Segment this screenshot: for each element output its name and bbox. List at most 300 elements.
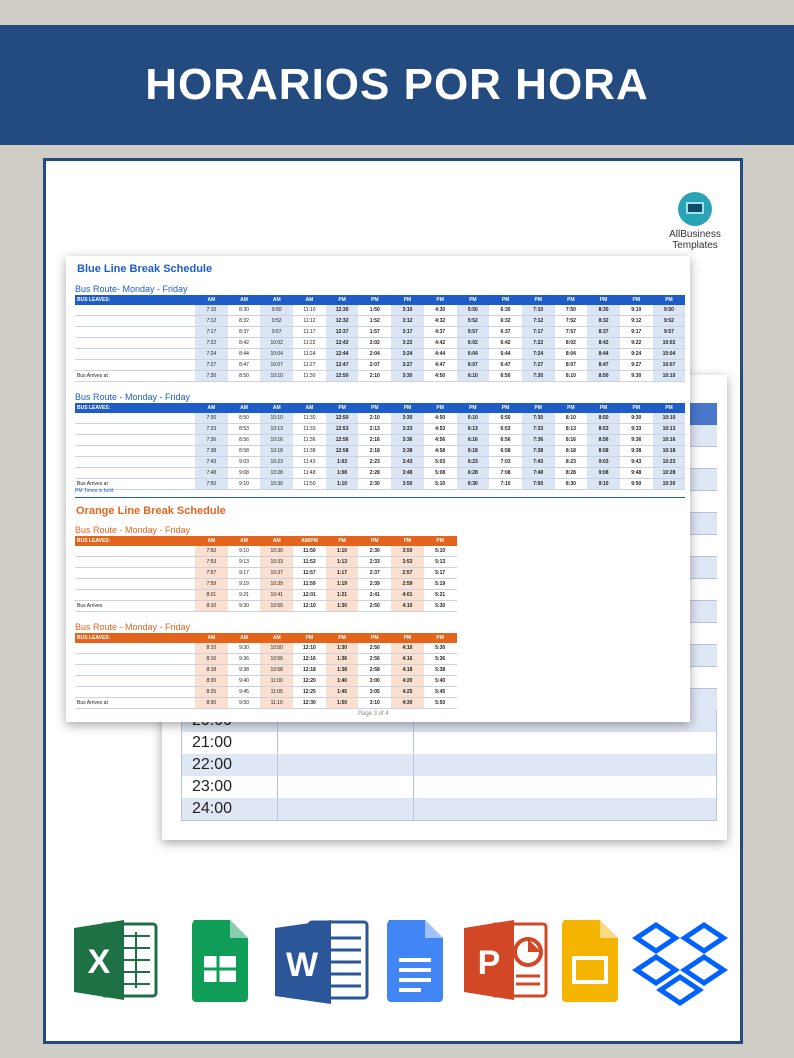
- time-cell: 4:18: [391, 665, 424, 676]
- pm-times-note: PM Times in bold: [75, 488, 114, 494]
- header-cell: PM: [358, 536, 391, 546]
- time-cell: 4:25: [391, 687, 424, 698]
- table-header-row: [75, 536, 457, 546]
- time-cell: 10:10: [653, 413, 686, 424]
- time-cell: 8:20: [195, 676, 228, 687]
- time-cell: 12:10: [293, 643, 326, 654]
- time-cell: 11:36: [293, 435, 326, 446]
- time-cell: 8:53: [228, 424, 261, 435]
- orange-route-subtitle-1: Bus Route - Monday - Friday: [75, 525, 191, 535]
- time-cell: 12:53: [326, 424, 359, 435]
- header-cell: PM: [391, 295, 424, 305]
- time-cell: 7:36: [195, 435, 228, 446]
- header-label: BUS LEAVES:: [75, 295, 195, 305]
- time-cell: 11:38: [293, 446, 326, 457]
- time-cell: 10:13: [260, 424, 293, 435]
- google-sheets-icon[interactable]: [190, 918, 250, 1002]
- time-cell: 2:16: [358, 435, 391, 446]
- time-cell: 10:30: [260, 546, 293, 557]
- time-cell: 3:30: [391, 413, 424, 424]
- dropbox-icon[interactable]: [632, 918, 728, 1006]
- time-cell: 3:22: [391, 338, 424, 349]
- time-cell: 10:30: [653, 479, 686, 490]
- time-cell: 8:23: [555, 457, 588, 468]
- time-cell: 9:50: [653, 305, 686, 316]
- time-cell: 1:10: [326, 479, 359, 490]
- time-cell: 10:02: [653, 338, 686, 349]
- time-cell: 8:37: [587, 327, 620, 338]
- time-cell: 6:32: [489, 316, 522, 327]
- time-cell: 6:04: [457, 349, 490, 360]
- time-cell: 7:33: [522, 424, 555, 435]
- time-cell: 7:24: [195, 349, 228, 360]
- time-cell[interactable]: [278, 798, 414, 820]
- table-header-row: [75, 633, 457, 643]
- header-cell: AM: [228, 403, 261, 413]
- time-cell: 12:56: [326, 435, 359, 446]
- time-cell: 10:13: [653, 424, 686, 435]
- time-cell: 8:28: [555, 468, 588, 479]
- time-cell: 11:27: [293, 360, 326, 371]
- google-slides-icon[interactable]: [560, 918, 620, 1002]
- time-cell: 11:59: [293, 579, 326, 590]
- time-cell: 9:21: [228, 590, 261, 601]
- time-cell: 6:56: [489, 435, 522, 446]
- header-cell: PM: [653, 403, 686, 413]
- time-cell: 7:12: [522, 316, 555, 327]
- time-cell: 7:38: [522, 446, 555, 457]
- row-label: [75, 305, 195, 316]
- time-cell: 7:38: [195, 446, 228, 457]
- excel-icon[interactable]: [72, 918, 158, 1002]
- time-cell: 11:53: [293, 557, 326, 568]
- time-row: [181, 754, 717, 777]
- time-cell: 8:25: [195, 687, 228, 698]
- table-header-row: [75, 295, 685, 305]
- time-cell: 9:36: [620, 435, 653, 446]
- header-cell: AM: [228, 633, 261, 643]
- time-cell: 1:45: [326, 687, 359, 698]
- time-cell: 10:04: [260, 349, 293, 360]
- time-cell: 11:17: [293, 327, 326, 338]
- header-cell: PM: [587, 295, 620, 305]
- time-cell: 4:53: [424, 424, 457, 435]
- time-cell: 6:16: [457, 435, 490, 446]
- time-cell[interactable]: [278, 776, 414, 798]
- time-cell: 4:20: [391, 676, 424, 687]
- time-cell: 8:56: [228, 435, 261, 446]
- time-cell: 7:10: [522, 305, 555, 316]
- time-cell: 1:10: [326, 546, 359, 557]
- time-cell: 7:50: [195, 546, 228, 557]
- time-cell: 8:04: [555, 349, 588, 360]
- time-cell: 8:16: [195, 654, 228, 665]
- time-cell: 12:50: [326, 371, 359, 382]
- time-cell: 9:10: [228, 546, 261, 557]
- time-cell: 11:43: [293, 457, 326, 468]
- time-cell: 9:30: [620, 413, 653, 424]
- time-cell: 11:57: [293, 568, 326, 579]
- time-cell: 7:43: [195, 457, 228, 468]
- row-label: [75, 360, 195, 371]
- blue-schedule-table-2: [75, 403, 685, 490]
- time-cell: 9:24: [620, 349, 653, 360]
- time-cell: 6:42: [489, 338, 522, 349]
- time-cell: 7:27: [522, 360, 555, 371]
- time-cell: 9:30: [620, 371, 653, 382]
- time-cell: 10:10: [653, 371, 686, 382]
- time-cell: 7:33: [195, 424, 228, 435]
- time-cell: 7:53: [195, 557, 228, 568]
- time-cell: 2:28: [358, 468, 391, 479]
- time-cell: 3:27: [391, 360, 424, 371]
- time-cell: 1:38: [326, 665, 359, 676]
- time-cell: 11:10: [293, 305, 326, 316]
- time-cell: 3:43: [391, 457, 424, 468]
- time-cell: 7:17: [522, 327, 555, 338]
- blue-route-subtitle-1: Bus Route- Monday - Friday: [75, 284, 188, 294]
- time-cell: 4:50: [424, 371, 457, 382]
- table-row: [75, 665, 457, 676]
- time-cell: 6:10: [457, 371, 490, 382]
- header-cell: PM: [391, 403, 424, 413]
- time-cell: 9:38: [620, 446, 653, 457]
- time-cell: 8:07: [555, 360, 588, 371]
- time-cell: 9:33: [620, 424, 653, 435]
- header-label: BUS LEAVES:: [75, 633, 195, 643]
- time-cell: 3:50: [391, 479, 424, 490]
- time-cell: 5:10: [424, 546, 457, 557]
- time-row: [181, 732, 717, 755]
- table-row: [75, 479, 685, 490]
- header-cell: PM: [358, 295, 391, 305]
- table-row: [75, 590, 457, 601]
- time-cell: 10:33: [260, 557, 293, 568]
- time-cell: 7:59: [195, 579, 228, 590]
- time-cell: 7:48: [522, 468, 555, 479]
- time-cell: 8:16: [555, 435, 588, 446]
- header-cell: AM: [260, 295, 293, 305]
- time-cell: 7:17: [195, 327, 228, 338]
- time-cell: 7:57: [195, 568, 228, 579]
- time-cell: 9:10: [228, 479, 261, 490]
- table-row: [75, 371, 685, 382]
- row-label: [75, 590, 195, 601]
- time-cell: 4:37: [424, 327, 457, 338]
- time-cell: 10:04: [653, 349, 686, 360]
- time-cell: 7:30: [522, 413, 555, 424]
- time-cell: 6:50: [489, 413, 522, 424]
- time-cell: 8:32: [587, 316, 620, 327]
- time-cell: 7:57: [555, 327, 588, 338]
- powerpoint-icon[interactable]: [462, 918, 548, 1002]
- time-cell: 6:30: [457, 479, 490, 490]
- time-cell: 11:22: [293, 338, 326, 349]
- row-label: [75, 316, 195, 327]
- time-cell: 9:50: [620, 479, 653, 490]
- time-cell: 9:52: [653, 316, 686, 327]
- time-cell: 8:30: [587, 305, 620, 316]
- time-cell[interactable]: [414, 798, 717, 820]
- time-cell: 8:37: [228, 327, 261, 338]
- table-row: [75, 676, 457, 687]
- time-cell[interactable]: [278, 732, 414, 754]
- time-cell: 6:47: [489, 360, 522, 371]
- time-cell: 9:30: [228, 643, 261, 654]
- time-cell: 7:10: [195, 305, 228, 316]
- time-cell: 2:57: [391, 568, 424, 579]
- row-label: [75, 424, 195, 435]
- time-cell: 9:17: [228, 568, 261, 579]
- row-label: Bus Arrives: [75, 601, 195, 612]
- time-row: [181, 798, 717, 821]
- time-cell: 4:50: [424, 413, 457, 424]
- time-cell: 10:18: [260, 446, 293, 457]
- time-cell: 8:18: [195, 665, 228, 676]
- table-row: [75, 327, 685, 338]
- header-cell: PM: [457, 403, 490, 413]
- time-cell: 12:47: [326, 360, 359, 371]
- time-cell: 7:52: [555, 316, 588, 327]
- row-label: [75, 349, 195, 360]
- row-label: Bus Arrives at: [75, 698, 195, 709]
- table-row: [75, 698, 457, 709]
- time-cell: 2:02: [358, 338, 391, 349]
- time-cell: 7:43: [522, 457, 555, 468]
- time-cell: 2:56: [358, 654, 391, 665]
- header-cell: AM: [260, 633, 293, 643]
- time-label: 21:00: [181, 732, 278, 754]
- table-row: [75, 446, 685, 457]
- time-cell: 8:58: [228, 446, 261, 457]
- header-cell: AM: [195, 536, 228, 546]
- header-cell: AM/PM: [293, 536, 326, 546]
- time-cell: 2:59: [391, 579, 424, 590]
- time-cell: 2:37: [358, 568, 391, 579]
- time-cell: 10:23: [260, 457, 293, 468]
- time-cell: 9:36: [228, 654, 261, 665]
- time-cell: 12:16: [293, 654, 326, 665]
- allbusiness-logo: [668, 192, 722, 251]
- time-cell: 8:50: [587, 413, 620, 424]
- time-cell: 11:30: [293, 371, 326, 382]
- time-cell: 12:42: [326, 338, 359, 349]
- time-cell: 8:10: [195, 643, 228, 654]
- time-cell: 5:50: [457, 305, 490, 316]
- time-label: 24:00: [181, 798, 278, 820]
- time-cell: 12:01: [293, 590, 326, 601]
- time-cell[interactable]: [414, 776, 717, 798]
- time-cell: 11:48: [293, 468, 326, 479]
- time-cell: 4:44: [424, 349, 457, 360]
- time-cell: 12:30: [293, 698, 326, 709]
- table-row: [75, 349, 685, 360]
- time-cell: 10:02: [260, 338, 293, 349]
- time-cell: 7:24: [522, 349, 555, 360]
- header-cell: PM: [522, 295, 555, 305]
- time-cell: 9:52: [260, 316, 293, 327]
- row-label: [75, 435, 195, 446]
- time-cell: 5:30: [424, 643, 457, 654]
- table-row: [75, 557, 457, 568]
- header-cell: PM: [424, 295, 457, 305]
- header-cell: PM: [522, 403, 555, 413]
- time-cell: 8:30: [228, 305, 261, 316]
- header-cell: PM: [457, 295, 490, 305]
- time-cell[interactable]: [414, 732, 717, 754]
- header-cell: PM: [326, 403, 359, 413]
- row-label: [75, 568, 195, 579]
- time-cell: 12:32: [326, 316, 359, 327]
- time-cell: 4:47: [424, 360, 457, 371]
- time-cell: 10:37: [260, 568, 293, 579]
- header-cell: PM: [424, 403, 457, 413]
- time-cell: 10:07: [260, 360, 293, 371]
- blue-route-subtitle-2: Bus Route - Monday - Friday: [75, 392, 191, 402]
- page-banner: [0, 25, 794, 145]
- time-cell: 12:20: [293, 676, 326, 687]
- time-cell: 9:43: [620, 457, 653, 468]
- time-cell: 3:00: [358, 676, 391, 687]
- time-cell[interactable]: [278, 754, 414, 776]
- time-cell: 8:50: [228, 413, 261, 424]
- time-cell: 9:08: [228, 468, 261, 479]
- time-cell: 7:30: [195, 371, 228, 382]
- time-cell: 3:10: [358, 698, 391, 709]
- time-cell: 1:40: [326, 676, 359, 687]
- table-row: [75, 338, 685, 349]
- time-cell: 9:17: [620, 327, 653, 338]
- time-cell: 1:52: [358, 316, 391, 327]
- header-label: BUS LEAVES:: [75, 536, 195, 546]
- time-cell: 10:18: [653, 446, 686, 457]
- time-cell: 11:50: [293, 546, 326, 557]
- time-cell: 2:50: [358, 643, 391, 654]
- time-cell: 5:52: [457, 316, 490, 327]
- time-cell: 7:30: [195, 413, 228, 424]
- time-cell: 6:10: [457, 413, 490, 424]
- time-cell: 2:23: [358, 457, 391, 468]
- time-cell: 12:58: [326, 446, 359, 457]
- row-label: [75, 546, 195, 557]
- time-cell[interactable]: [414, 754, 717, 776]
- time-cell: 4:58: [424, 446, 457, 457]
- google-docs-icon[interactable]: [385, 918, 445, 1002]
- time-cell: 4:32: [424, 316, 457, 327]
- header-label: BUS LEAVES:: [75, 403, 195, 413]
- header-cell: PM: [555, 403, 588, 413]
- orange-route-subtitle-2: Bus Route - Monday - Friday: [75, 622, 191, 632]
- header-cell: PM: [587, 403, 620, 413]
- laptop-icon: [678, 192, 712, 226]
- word-icon[interactable]: [273, 918, 369, 1006]
- time-cell: 9:03: [587, 457, 620, 468]
- time-cell: 1:17: [326, 568, 359, 579]
- time-cell: 9:10: [587, 479, 620, 490]
- time-cell: 1:08: [326, 468, 359, 479]
- header-cell: AM: [293, 403, 326, 413]
- time-cell: 3:38: [391, 446, 424, 457]
- time-cell: 2:39: [358, 579, 391, 590]
- table-row: [75, 305, 685, 316]
- time-cell: 7:50: [555, 305, 588, 316]
- header-cell: PM: [391, 633, 424, 643]
- time-cell: 5:57: [457, 327, 490, 338]
- header-cell: PM: [555, 295, 588, 305]
- time-cell: 10:10: [260, 413, 293, 424]
- time-cell: 7:50: [522, 479, 555, 490]
- logo-line1: AllBusiness: [669, 229, 721, 240]
- header-cell: AM: [195, 295, 228, 305]
- time-cell: 9:48: [620, 468, 653, 479]
- time-cell: 3:05: [358, 687, 391, 698]
- time-cell: 5:19: [424, 579, 457, 590]
- time-cell: 10:16: [260, 435, 293, 446]
- time-cell: 12:25: [293, 687, 326, 698]
- table-row: [75, 579, 457, 590]
- time-cell: 7:36: [522, 435, 555, 446]
- header-cell: AM: [293, 295, 326, 305]
- time-cell: 10:07: [653, 360, 686, 371]
- time-cell: 10:30: [260, 479, 293, 490]
- time-cell: 4:16: [391, 654, 424, 665]
- time-cell: 9:50: [260, 305, 293, 316]
- header-cell: PM: [293, 633, 326, 643]
- time-cell: 4:42: [424, 338, 457, 349]
- time-cell: 6:28: [457, 468, 490, 479]
- header-cell: PM: [653, 295, 686, 305]
- table-row: [75, 601, 457, 612]
- row-label: Bus Arrives at: [75, 479, 195, 490]
- blue-schedule-table-1: [75, 295, 685, 382]
- time-cell: 11:50: [293, 479, 326, 490]
- time-row: [181, 776, 717, 799]
- header-cell: PM: [489, 295, 522, 305]
- time-cell: 3:30: [391, 371, 424, 382]
- time-cell: 12:37: [326, 327, 359, 338]
- time-cell: 7:48: [195, 468, 228, 479]
- time-cell: 9:40: [228, 676, 261, 687]
- time-cell: 8:47: [228, 360, 261, 371]
- time-cell: 3:10: [391, 305, 424, 316]
- time-cell: 9:19: [228, 579, 261, 590]
- time-cell: 8:50: [228, 371, 261, 382]
- header-cell: PM: [358, 403, 391, 413]
- time-cell: 12:44: [326, 349, 359, 360]
- time-cell: 7:30: [522, 371, 555, 382]
- header-cell: AM: [260, 403, 293, 413]
- time-cell: 6:13: [457, 424, 490, 435]
- time-cell: 6:30: [489, 305, 522, 316]
- time-cell: 2:18: [358, 446, 391, 457]
- row-label: [75, 413, 195, 424]
- row-label: [75, 338, 195, 349]
- time-cell: 3:53: [391, 557, 424, 568]
- header-cell: AM: [260, 536, 293, 546]
- time-cell: 12:30: [326, 305, 359, 316]
- time-cell: 1:21: [326, 590, 359, 601]
- time-cell: 6:58: [489, 446, 522, 457]
- table-row: [75, 568, 457, 579]
- time-cell: 8:30: [555, 479, 588, 490]
- row-label: [75, 687, 195, 698]
- time-cell: 1:03: [326, 457, 359, 468]
- time-cell: 3:33: [391, 424, 424, 435]
- time-cell: 9:50: [228, 698, 261, 709]
- page-number: Page 3 of 4: [358, 711, 389, 717]
- row-label: [75, 446, 195, 457]
- time-cell: 8:13: [555, 424, 588, 435]
